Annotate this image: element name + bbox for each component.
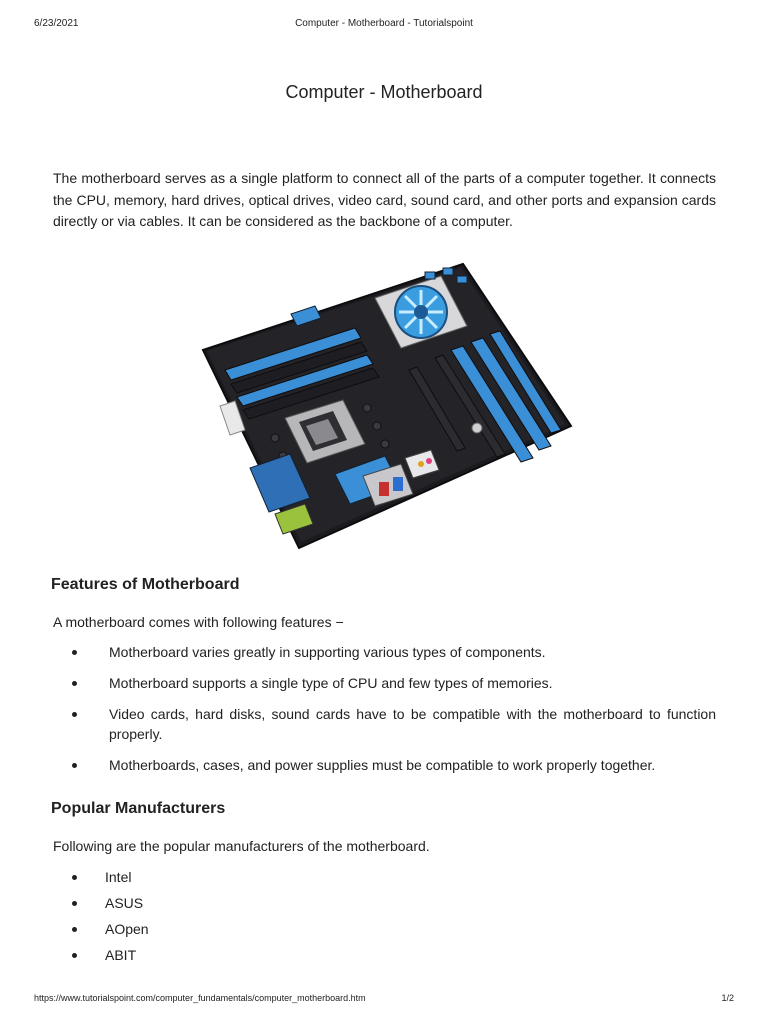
- list-item: ASUS: [0, 893, 149, 913]
- print-header-title: Computer - Motherboard - Tutorialspoint: [295, 18, 473, 29]
- bullet-icon: [72, 650, 77, 655]
- manufacturers-intro: Following are the popular manufacturers of the motherboard.: [53, 838, 430, 854]
- list-item: Video cards, hard disks, sound cards have to be compatible with the motherboard to function properly.: [0, 704, 716, 744]
- list-item: Motherboards, cases, and power supplies must be compatible to work properly together.: [0, 755, 716, 775]
- list-item: Intel: [0, 867, 149, 887]
- list-item: AOpen: [0, 919, 149, 939]
- list-item: ABIT: [0, 945, 149, 965]
- bullet-icon: [72, 681, 77, 686]
- bullet-icon: [72, 712, 77, 717]
- intro-paragraph: The motherboard serves as a single platform to connect all of the parts of a computer together. It connects the CPU, memory, hard drives, optical drives, video card, sound card, and other ports and expansion cards directly or via cables. It can be considered as the backbone of a computer.: [53, 170, 716, 229]
- bullet-icon: [72, 875, 77, 880]
- features-list: [0, 642, 716, 786]
- list-item: Motherboard varies greatly in supporting various types of components.: [0, 642, 716, 662]
- motherboard-image: [195, 258, 575, 553]
- features-intro: A motherboard comes with following features −: [53, 614, 344, 630]
- print-footer-url: https://www.tutorialspoint.com/computer_fundamentals/computer_motherboard.htm: [34, 993, 366, 1003]
- bullet-icon: [72, 953, 77, 958]
- bullet-icon: [72, 927, 77, 932]
- features-heading: Features of Motherboard: [51, 576, 240, 593]
- page-number: 1/2: [721, 993, 734, 1003]
- page-title: Computer - Motherboard: [285, 82, 483, 102]
- bullet-icon: [72, 763, 77, 768]
- manufacturers-list: [0, 867, 149, 971]
- manufacturers-heading: Popular Manufacturers: [51, 800, 226, 817]
- list-item: Motherboard supports a single type of CPU and few types of memories.: [0, 673, 716, 693]
- bullet-icon: [72, 901, 77, 906]
- print-date: 6/23/2021: [34, 18, 79, 29]
